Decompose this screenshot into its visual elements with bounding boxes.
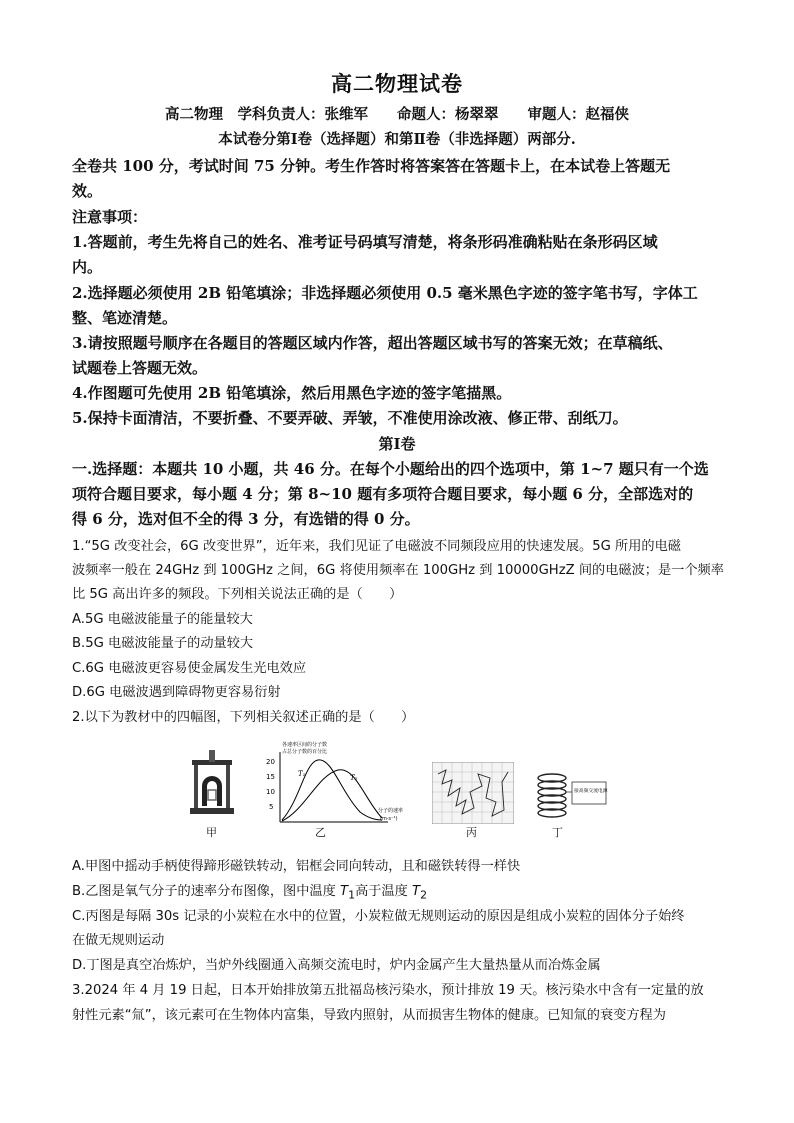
q2-option-b-t2-sub: 2 <box>420 888 428 902</box>
chart-x-label: 分子的速率 <box>378 808 404 814</box>
q1-stem-1: 1.“5G 改变社会，6G 改变世界”，近年来，我们见证了电磁波不同频段应用的快速发展。5G 所用的电磁 <box>72 539 681 554</box>
q2-option-b-t2: T <box>412 884 421 899</box>
q2-option-b-text: B.乙图是氧气分子的速率分布图像，图中温度 <box>72 884 340 899</box>
chart-title-1: 各速率区间的分子数 <box>282 742 328 748</box>
figure-label-yi: 乙 <box>315 826 326 839</box>
q1-option-d: D.6G 电磁波遇到障碍物更容易衍射 <box>72 685 281 700</box>
instructions-line-1: 全卷共 100 分，考试时间 75 分钟。考生作答时将答案答在答题卡上，在本试卷上答题无 <box>72 157 671 175</box>
q2-option-c-1: C.丙图是每隔 30s 记录的小炭粒在水中的位置，小炭粒做无规则运动的原因是组成小炭粒的固体分子始终 <box>72 909 685 924</box>
q1-stem-3: 比 5G 高出许多的频段。下列相关说法正确的是（ ） <box>72 587 403 602</box>
q2-stem: 2.以下为教材中的四幅图，下列相关叙述正确的是（ ） <box>72 710 415 725</box>
q2-option-d: D.丁图是真空冶炼炉，当炉外线圈通入高频交流电时，炉内金属产生大量热量从而冶炼金属 <box>72 958 601 973</box>
figure-label-ding: 丁 <box>552 826 563 839</box>
q3-stem-2: 射性元素“氚”，该元素可在生物体内富集，导致内照射，从而损害生物体的健康。已知氚的衰变方程为 <box>72 1008 666 1023</box>
q1-option-c: C.6G 电磁波更容易使金属发生光电效应 <box>72 661 307 676</box>
chart-y-tick-15: 15 <box>266 773 275 781</box>
chart-x-unit: (m·s⁻¹) <box>380 816 398 822</box>
q2-option-b-t1-sub: 1 <box>348 888 356 902</box>
figure-ding-induction-furnace <box>534 768 608 822</box>
figure-yi-speed-distribution-chart <box>260 740 410 840</box>
note-1b: 内。 <box>72 258 103 276</box>
part1-line-3: 得 6 分，选对但不全的得 3 分，有选错的得 0 分。 <box>72 510 420 528</box>
chart-label-t2: T₂ <box>350 774 358 782</box>
header-staff-line: 高二物理 学科负责人：张维军 命题人：杨翠翠 审题人：赵福侠 <box>165 106 629 123</box>
q1-option-b: B.5G 电磁波能量子的动量较大 <box>72 636 254 651</box>
chart-y-tick-5: 5 <box>269 803 274 811</box>
note-3b: 试题卷上答题无效。 <box>72 359 208 377</box>
chart-title-2: 占总分子数的百分比 <box>282 749 328 755</box>
note-2a: 2.选择题必须使用 2B 铅笔填涂；非选择题必须使用 0.5 毫米黑色字迹的签字笔书写，字体工 <box>72 284 698 302</box>
q2-option-b <box>72 880 724 902</box>
note-4: 4.作图题可先使用 2B 铅笔填涂，然后用黑色字迹的签字笔描黑。 <box>72 384 512 402</box>
note-5: 5.保持卡面清洁，不要折叠、不要弄破、弄皱，不准使用涂改液、修正带、刮纸刀。 <box>72 409 628 427</box>
figure-jia-magnet-drawing <box>182 750 242 820</box>
q2-option-b-t1: T <box>340 884 349 899</box>
chart-y-tick-20: 20 <box>266 758 275 766</box>
q2-figure-strip <box>182 740 612 840</box>
figure-label-jia: 甲 <box>206 826 217 839</box>
q2-option-c-2: 在做无规则运动 <box>72 933 165 948</box>
figure-bing-brownian-path <box>432 762 514 824</box>
q2-option-b-mid: 高于温度 <box>355 884 413 899</box>
chart-curve-t1 <box>282 760 382 820</box>
figure-label-bing: 丙 <box>466 826 477 839</box>
intro-line: 本试卷分第Ⅰ卷（选择题）和第Ⅱ卷（非选择题）两部分. <box>218 131 576 148</box>
q1-stem-2: 波频率一般在 24GHz 到 100GHz 之间，6G 将使用频率在 100GHz 到 10000GHzZ 间的电磁波；是一个频率 <box>72 563 724 578</box>
chart-label-t1: T₁ <box>298 770 306 778</box>
chart-y-tick-10: 10 <box>266 788 275 796</box>
part1-line-2: 项符合题目要求，每小题 4 分；第 8~10 题有多项符合题目要求，每小题 6 分，全部选对的 <box>72 485 694 503</box>
part1-line-1: 一.选择题：本题共 10 小题，共 46 分。在每个小题给出的四个选项中，第 1~7 题只有一个选 <box>72 460 709 478</box>
note-3a: 3.请按照题号顺序在各题目的答题区域内作答，超出答题区域书写的答案无效；在草稿纸、 <box>72 334 673 352</box>
notes-heading: 注意事项： <box>72 208 148 226</box>
q2-option-a: A.甲图中摇动手柄使得蹄形磁铁转动，铝框会同向转动，且和磁铁转得一样快 <box>72 859 521 874</box>
instructions-line-2: 效。 <box>72 182 103 200</box>
page-title: 高二物理试卷 <box>331 71 463 96</box>
note-2b: 整、笔迹清楚。 <box>72 309 178 327</box>
section-title: 第Ⅰ卷 <box>378 435 416 453</box>
q3-stem-1: 3.2024 年 4 月 19 日起，日本开始排放第五批福岛核污染水，预计排放 19 天。核污染水中含有一定量的放 <box>72 983 704 998</box>
note-1a: 1.答题前，考生先将自己的姓名、准考证号码填写清楚，将条形码准确粘贴在条形码区域 <box>72 233 658 251</box>
q1-option-a: A.5G 电磁波能量子的能量较大 <box>72 612 253 627</box>
coil-label: 接高频交流电源 <box>574 789 608 794</box>
